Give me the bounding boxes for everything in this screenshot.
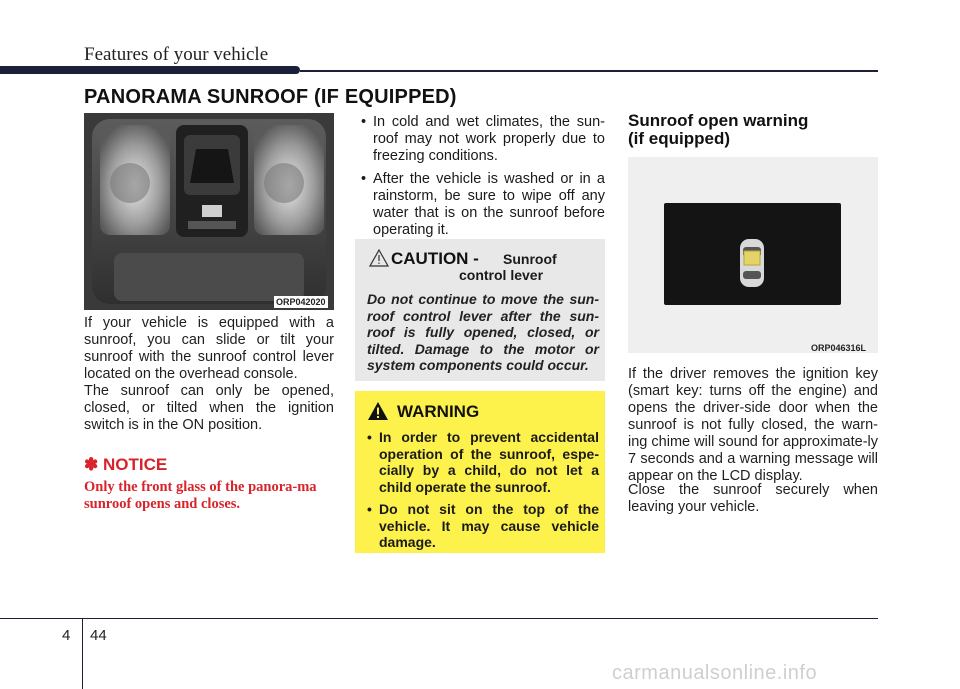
caution-subtitle: Sunroof xyxy=(503,251,557,267)
photo-caption: ORP042020 xyxy=(276,297,326,307)
header-rule xyxy=(300,70,878,72)
list-item xyxy=(361,501,599,551)
list-item-text: After the vehicle is washed or in a rainstorm, be sure to wipe off any water that is on the sunroof before operating it. xyxy=(373,171,605,238)
intro-paragraph: If your vehicle is equipped with a sunroof, you can slide or tilt your sunroof with the sunroof control lever located on the overhead console. xyxy=(84,315,334,382)
car-top-view-icon xyxy=(737,237,767,289)
list-item xyxy=(361,429,599,495)
bullet-icon: • xyxy=(367,501,372,517)
watermark: carmanualsonline.info xyxy=(612,662,818,684)
caution-title: CAUTION - xyxy=(391,249,479,268)
warning-box xyxy=(355,391,605,553)
chapter-number: 4 xyxy=(62,627,71,644)
ignition-paragraph: The sunroof can only be opened, closed, or tilted when the ignition switch is in the ON position. xyxy=(84,383,334,433)
warning-title: WARNING xyxy=(397,402,480,421)
list-item-text: In order to prevent accidental operation of the sunroof, espe-cially by a child, do not let a child operate the sunroof. xyxy=(379,429,599,495)
figure-caption: ORP046316L xyxy=(811,343,867,353)
close-sunroof-paragraph: Close the sunroof securely when leaving your vehicle. xyxy=(628,482,878,515)
caution-box xyxy=(355,239,605,381)
sunroof-open-warning-heading xyxy=(628,112,808,148)
warning-list xyxy=(361,429,599,557)
page-number: 44 xyxy=(90,627,107,644)
overhead-console-photo xyxy=(84,113,334,310)
header-title: Features of your vehicle xyxy=(84,44,269,65)
caution-text: Do not continue to move the sun-roof control lever after the sun-roof is fully opened, closed, or tilted. Damage to the motor or system components could occur. xyxy=(367,291,599,373)
lcd-warning-figure xyxy=(628,157,878,353)
list-item xyxy=(355,114,605,165)
heading-line: Sunroof open warning xyxy=(628,111,809,130)
bullet-icon: • xyxy=(367,429,372,445)
open-warning-paragraph: If the driver removes the ignition key (smart key: turns off the engine) and opens the driver-side door when the sunroof is not fully closed, the warn-ing chime will sound for approximate-ly 7 seconds and a warning message will appear on the LCD display. xyxy=(628,366,878,484)
caution-subtitle: control lever xyxy=(459,267,544,283)
list-item xyxy=(355,171,605,239)
bullet-icon: • xyxy=(361,171,367,187)
lcd-display xyxy=(664,203,841,305)
list-item-text: Do not sit on the top of the vehicle. It may cause vehicle damage. xyxy=(379,501,599,550)
footer-divider xyxy=(82,618,83,689)
heading-line: (if equipped) xyxy=(628,129,730,148)
bullet-icon: • xyxy=(361,114,367,130)
notice-title: ✽ NOTICE xyxy=(84,455,168,474)
section-title: PANORAMA SUNROOF (IF EQUIPPED) xyxy=(84,86,457,108)
list-item-text: In cold and wet climates, the sun-roof may not work properly due to freezing conditions. xyxy=(373,114,605,164)
caution-triangle-icon xyxy=(369,249,389,267)
header-band xyxy=(0,66,300,74)
notice-body: Only the front glass of the panora-ma sunroof opens and closes. xyxy=(84,479,317,512)
sunroof-tips-list xyxy=(355,114,605,245)
warning-triangle-icon xyxy=(367,401,389,421)
footer-rule xyxy=(0,618,878,619)
overhead-console-illustration xyxy=(84,113,334,310)
